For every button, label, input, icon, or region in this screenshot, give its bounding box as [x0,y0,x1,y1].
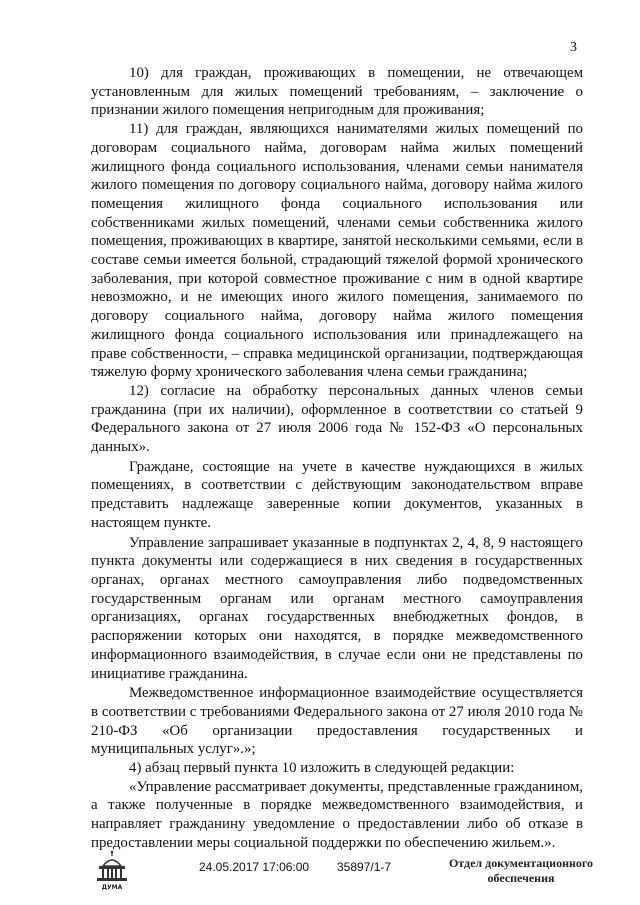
footer-document-number: 35897/1-7 [337,860,392,874]
document-footer [0,850,640,900]
paragraph-amendment-text: «Управление рассматривает документы, представленные гражданином, а также полученные в порядке межведомственного взаимодействия, и направляет гражданину уведомление о предоставлении либо об отказе в предоставлении меры социальной поддержки по обеспечению жильем.». [91,778,583,851]
department-line-1: Отдел документационного [448,856,594,870]
logo-text: ДУМА [101,884,123,891]
page-number: 3 [570,40,577,55]
footer-department-stamp [446,856,596,886]
paragraph-copies-right: Граждане, состоящие на учете в качестве нуждающихся в жилых помещениях, в соответствии с действующим законодательством вправе представить надлежаще заверенные копии документов, указанных в настоящем пункте. [91,458,583,531]
duma-logo-icon [94,850,130,894]
footer-timestamp: 24.05.2017 17:06:00 [199,860,310,874]
paragraph-item-11: 11) для граждан, являющихся нанимателями жилых помещений по договорам социального найма, договорам найма жилых помещений жилищного фонда социального использования, членами семьи нанимателя жилого помещения по договору социального найма, договору найма жилого помещения жилищного фонда социального использования или собственниками жилых помещений, членами семьи собственника жилого помещения, проживающих в квартире, занятой несколькими семьями, если в составе семьи имеется больной, страдающий тяжелой формой хронического заболевания, при которой совместное проживание с ним в одной квартире невозможно, и не имеющих иного жилого помещения, занимаемого по договору социального найма, договору найма жилого помещения жилищного фонда социального использования или принадлежащего на праве собственности, – справка медицинской организации, подтверждающая тяжелую форму хронического заболевания члена семьи гражданина; [91,121,583,381]
department-line-2: обеспечения [487,871,555,885]
paragraph-interagency-request: Управление запрашивает указанные в подпунктах 2, 4, 8, 9 настоящего пункта документы или содержащиеся в них сведения в государственных органах, органах местного самоуправления либо подведомственных государственным органам или органам местного самоуправления организациях, органах государственных внебюджетных фондов, в распоряжении которых они находятся, в порядке межведомственного информационного взаимодействия, в случае если они не представлены по инициативе гражданина. [91,534,583,682]
paragraph-item-10: 10) для граждан, проживающих в помещении, не отвечающем установленным для жилых помещений требованиям, – заключение о признании жилого помещения непригодным для проживания; [91,65,583,119]
document-body [91,64,583,853]
paragraph-amendment-4: 4) абзац первый пункта 10 изложить в следующей редакции: [129,760,515,777]
paragraph-item-12: 12) согласие на обработку персональных данных членов семьи гражданина (при их наличии), оформленное в соответствии со статьей 9 Федерального закона от 27 июля 2006 года № 152-ФЗ «О персональных данных». [91,382,583,456]
paragraph-interagency-law: Межведомственное информационное взаимодействие осуществляется в соответствии с требованиями Федерального закона от 27 июля 2010 года № 210-ФЗ «Об организации предоставления государственных и муниципальных услуг».»; [91,685,583,758]
